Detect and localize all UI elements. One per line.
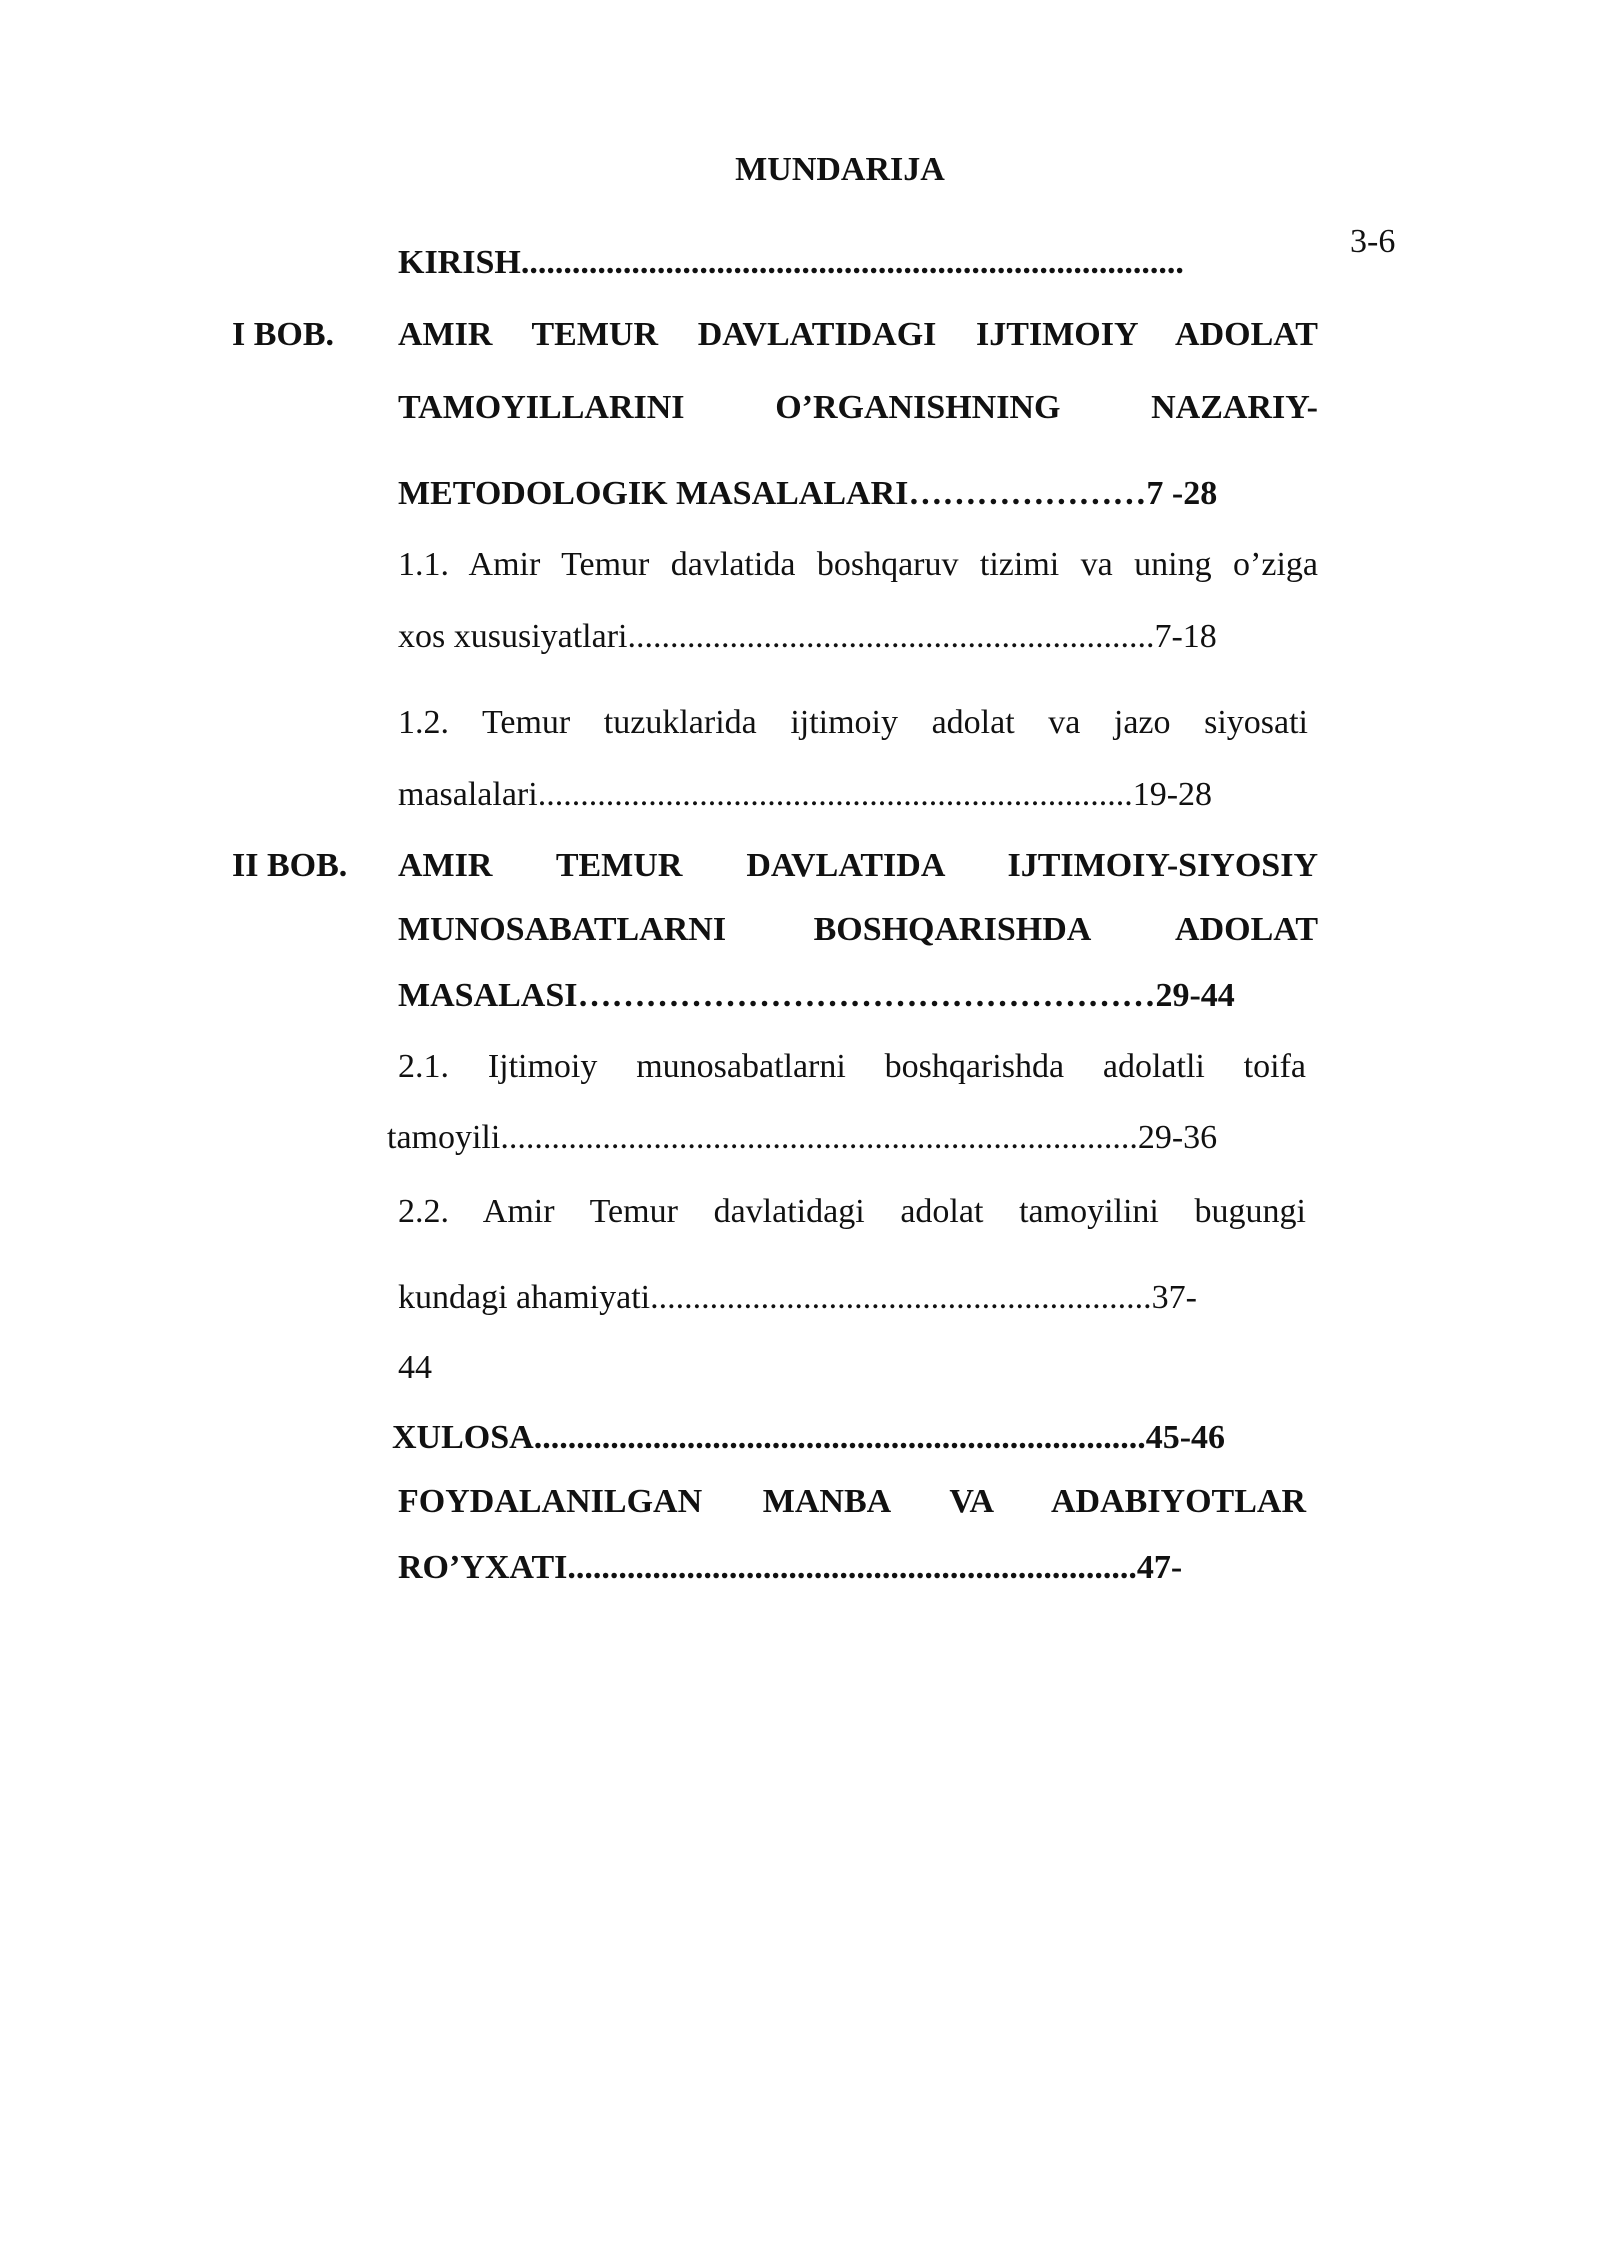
section-2-2-line-2: kundagi ahamiyati...........................................................37- bbox=[398, 1279, 1197, 1316]
section-2-2-line-3: 44 bbox=[398, 1349, 432, 1386]
section-2-1-line-2: tamoyili...........................................................................29-36 bbox=[387, 1119, 1218, 1156]
chapter-2-title-line-3: MASALASI……………………………………………29-44 bbox=[398, 977, 1235, 1014]
chapter-1-title-line-1: AMIR TEMUR DAVLATIDAGI IJTIMOIY ADOLAT bbox=[398, 316, 1318, 353]
chapter-2-prefix: II BOB. bbox=[232, 847, 348, 884]
chapter-2-title-line-2: MUNOSABATLARNI BOSHQARISHDA ADOLAT bbox=[398, 911, 1318, 948]
section-1-2-line-1: 1.2. Temur tuzuklarida ijtimoiy adolat va jazo siyosati bbox=[398, 704, 1308, 741]
toc-entry-references-line-1: FOYDALANILGAN MANBA VA ADABIYOTLAR bbox=[398, 1483, 1306, 1520]
section-1-1-line-1: 1.1. Amir Temur davlatida boshqaruv tizimi va uning o’ziga bbox=[398, 546, 1318, 583]
chapter-2-title-line-1: AMIR TEMUR DAVLATIDA IJTIMOIY-SIYOSIY bbox=[398, 847, 1318, 884]
section-2-1-line-1: 2.1. Ijtimoiy munosabatlarni boshqarishda adolatli toifa bbox=[398, 1048, 1306, 1085]
section-2-2-line-1: 2.2. Amir Temur davlatidagi adolat tamoyilini bugungi bbox=[398, 1193, 1306, 1230]
section-1-1-line-2: xos xususiyatlari..............................................................7-18 bbox=[398, 618, 1217, 655]
section-1-2-line-2: masalalari......................................................................19-28 bbox=[398, 776, 1213, 813]
chapter-1-title-line-2: TAMOYILLARINI O’RGANISHNING NAZARIY- bbox=[398, 389, 1318, 426]
toc-entry-intro bbox=[398, 243, 1184, 283]
toc-entry-intro-pages: 3-6 bbox=[1350, 223, 1396, 260]
page-title: MUNDARIJA bbox=[735, 151, 945, 188]
toc-leader-dots: .............................................................................. bbox=[520, 244, 1184, 281]
toc-entry-references-line-2: RO’YXATI...................................................................47- bbox=[398, 1549, 1183, 1586]
chapter-1-prefix: I BOB. bbox=[232, 316, 335, 353]
toc-entry-intro-label: KIRISH bbox=[398, 244, 521, 281]
chapter-1-title-line-3: METODOLOGIK MASALALARI…………………7 -28 bbox=[398, 475, 1218, 512]
toc-entry-conclusion: XULOSA........................................................................45-46 bbox=[392, 1419, 1226, 1456]
